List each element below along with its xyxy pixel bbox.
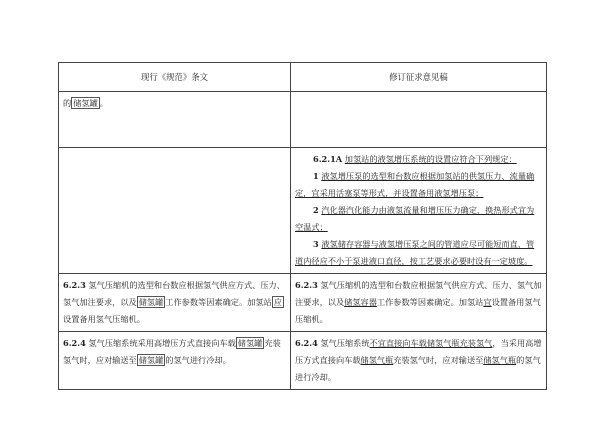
comparison-table xyxy=(58,62,547,390)
boxed-term: 储氢罐 xyxy=(73,98,98,108)
table-row xyxy=(59,92,547,148)
current-clause-cell: 6.2.4 氢气压缩系统采用高增压方式直接向车载 储氢罐 充装氢气时，应对输送至 储氢罐 的氢气进行冷却。 xyxy=(59,332,291,390)
underlined-term: 储氢气瓶 xyxy=(360,355,394,365)
boxed-term: 储氢罐 xyxy=(138,355,164,365)
revision-cell: 6.2.3 氢气压缩机的选型和台数应根据氢气供应方式、压力、氢气加注要求，以及储氢容器工作参数等因素确定。加氢站宜设置备用氢气压缩机。 xyxy=(291,274,547,332)
header-revision-draft: 修订征求意见稿 xyxy=(291,63,547,92)
table-row xyxy=(59,332,547,390)
current-clause-cell xyxy=(59,148,291,274)
header-current-clause: 现行《规范》条文 xyxy=(59,63,291,92)
underlined-term: 不宜直接向车载储氢气瓶充装氢气 xyxy=(369,338,493,348)
table-header-row xyxy=(59,63,547,92)
table-row xyxy=(59,148,547,274)
revision-cell: 6.2.1A 加氢站的液氢增压系统的设置应符合下列规定： 1 液氢增压泵的选型和台数应根据加氢站的供氢压力、流量确定，宜采用活塞泵等形式，并设置备用液氢增压泵； 2 汽化器汽化能力由液氢流量和增压压力确定，换热形式宜为空温式； 3 液氢储存容器与液氢增压泵之间的管道应尽可能短而直，管道内径应不小于泵进液口直径，按工艺要求必要时设有一定坡度。 xyxy=(291,148,547,274)
underlined-term: 储氢气瓶 xyxy=(483,355,517,365)
boxed-term: 储氢罐 xyxy=(237,338,263,348)
current-clause-cell: 的 储氢罐 。 xyxy=(59,92,291,148)
underlined-term: 宜 xyxy=(483,297,492,307)
boxed-term: 应 xyxy=(273,297,282,307)
current-clause-cell: 6.2.3 氢气压缩机的选型和台数应根据氢气供应方式、压力、氢气加注要求，以及 储氢罐 工作参数等因素确定。加氢站 应设置备用氢气压缩机。 xyxy=(59,274,291,332)
underlined-term: 储氢容器 xyxy=(344,297,377,307)
revision-cell xyxy=(291,92,547,148)
revision-cell: 6.2.4 氢气压缩系统不宜直接向车载储氢气瓶充装氢气，当采用高增压方式直接向车载储氢气瓶充装氢气时，应对输送至储氢气瓶的氢气进行冷却。 xyxy=(291,332,547,390)
boxed-term: 储氢罐 xyxy=(138,297,164,307)
table-row xyxy=(59,274,547,332)
